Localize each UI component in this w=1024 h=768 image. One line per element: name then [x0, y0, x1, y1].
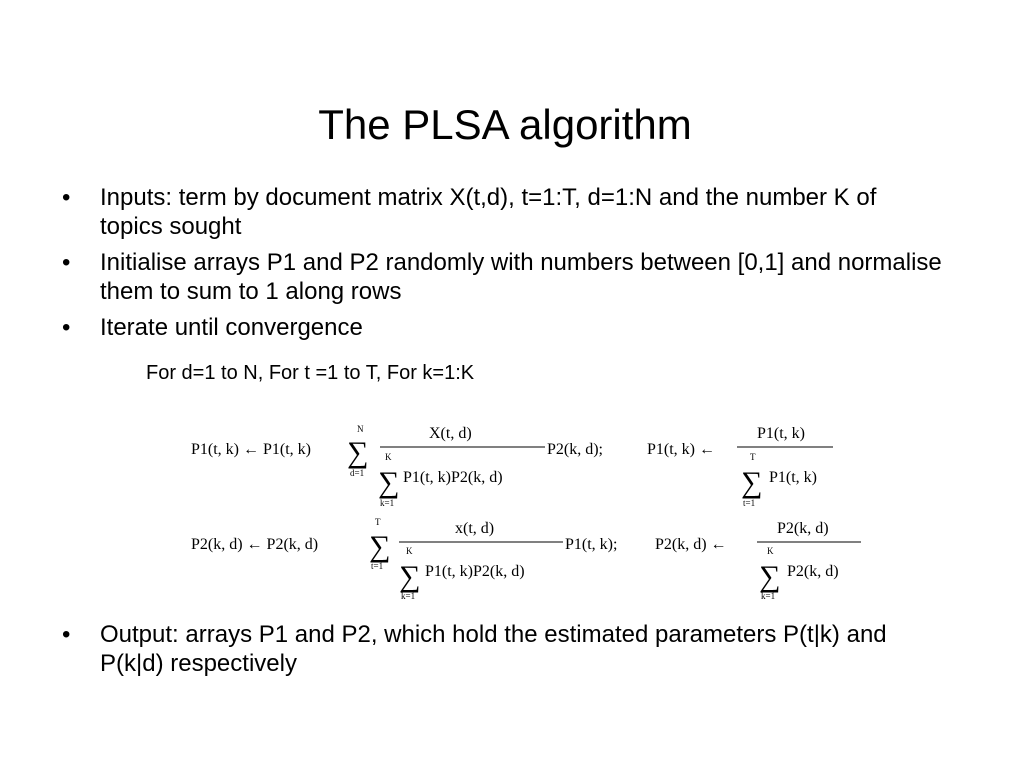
- eq3-den-top: K: [406, 546, 413, 556]
- eq3-lhs: P2(k, d) ← P2(k, d): [191, 536, 319, 553]
- update-equations: [185, 418, 865, 608]
- eq3-den-bottom: k=1: [401, 591, 416, 601]
- bullet-output: [62, 620, 942, 678]
- eq2-denominator: P1(t, k): [769, 469, 817, 486]
- eq1-denominator: P1(t, k)P2(k, d): [403, 469, 503, 486]
- eq2-den-top: T: [750, 452, 756, 462]
- bullet-marker: •: [62, 621, 71, 648]
- eq4-denominator: P2(k, d): [787, 563, 839, 580]
- eq3-numerator: x(t, d): [455, 520, 495, 537]
- eq1-tail: P2(k, d);: [547, 441, 603, 458]
- eq4-den-bottom: k=1: [761, 591, 776, 601]
- eq4-lhs: P2(k, d) ←: [655, 536, 727, 553]
- bullet-text: Inputs: term by document matrix X(t,d), t=1:T, d=1:N and the number K of topics sought: [100, 184, 877, 240]
- eq1-sum-bottom: d=1: [350, 468, 365, 478]
- eq2-numerator: P1(t, k): [757, 425, 805, 442]
- eq1-den-bottom: k=1: [380, 498, 395, 508]
- bullet-text: Output: arrays P1 and P2, which hold the estimated parameters P(t|k) and P(k|d) respectively: [100, 621, 887, 677]
- bullet-inputs: [62, 183, 942, 241]
- eq3-denominator: P1(t, k)P2(k, d): [425, 563, 525, 580]
- eq3-sum-top: T: [375, 517, 381, 527]
- eq3-sum-sign: ∑: [369, 530, 391, 563]
- eq1-den-top: K: [385, 452, 392, 462]
- eq4-den-top: K: [767, 546, 774, 556]
- loop-subitem: For d=1 to N, For t =1 to T, For k=1:K: [146, 362, 475, 384]
- eq2-lhs: P1(t, k) ←: [647, 441, 715, 458]
- eq1-den-sum-sign: ∑: [378, 466, 400, 499]
- bullet-marker: •: [62, 249, 71, 276]
- eq3-tail: P1(t, k);: [565, 536, 618, 553]
- bullet-text: Iterate until convergence: [100, 314, 363, 341]
- eq1-sum-top: N: [357, 424, 364, 434]
- eq4-numerator: P2(k, d): [777, 520, 829, 537]
- bullet-marker: •: [62, 184, 71, 211]
- bullet-initialise: [62, 248, 942, 306]
- bullet-marker: •: [62, 314, 71, 341]
- eq2-den-bottom: t=1: [743, 498, 756, 508]
- bullet-text: Initialise arrays P1 and P2 randomly with numbers between [0,1] and normalise them to sum to 1 along rows: [100, 249, 942, 305]
- eq3-sum-bottom: t=1: [371, 561, 384, 571]
- eq3-den-sum-sign: ∑: [399, 560, 421, 593]
- eq1-sum-sign: ∑: [347, 436, 369, 469]
- eq1-numerator: X(t, d): [429, 425, 472, 442]
- eq1-lhs: P1(t, k) ← P1(t, k): [191, 441, 311, 458]
- output-bullet-list: [62, 620, 942, 685]
- bullet-iterate: [62, 313, 942, 342]
- eq4-den-sum-sign: ∑: [759, 560, 781, 593]
- slide-title: The PLSA algorithm: [318, 101, 692, 148]
- eq2-den-sum-sign: ∑: [741, 466, 763, 499]
- bullet-list: [62, 183, 942, 349]
